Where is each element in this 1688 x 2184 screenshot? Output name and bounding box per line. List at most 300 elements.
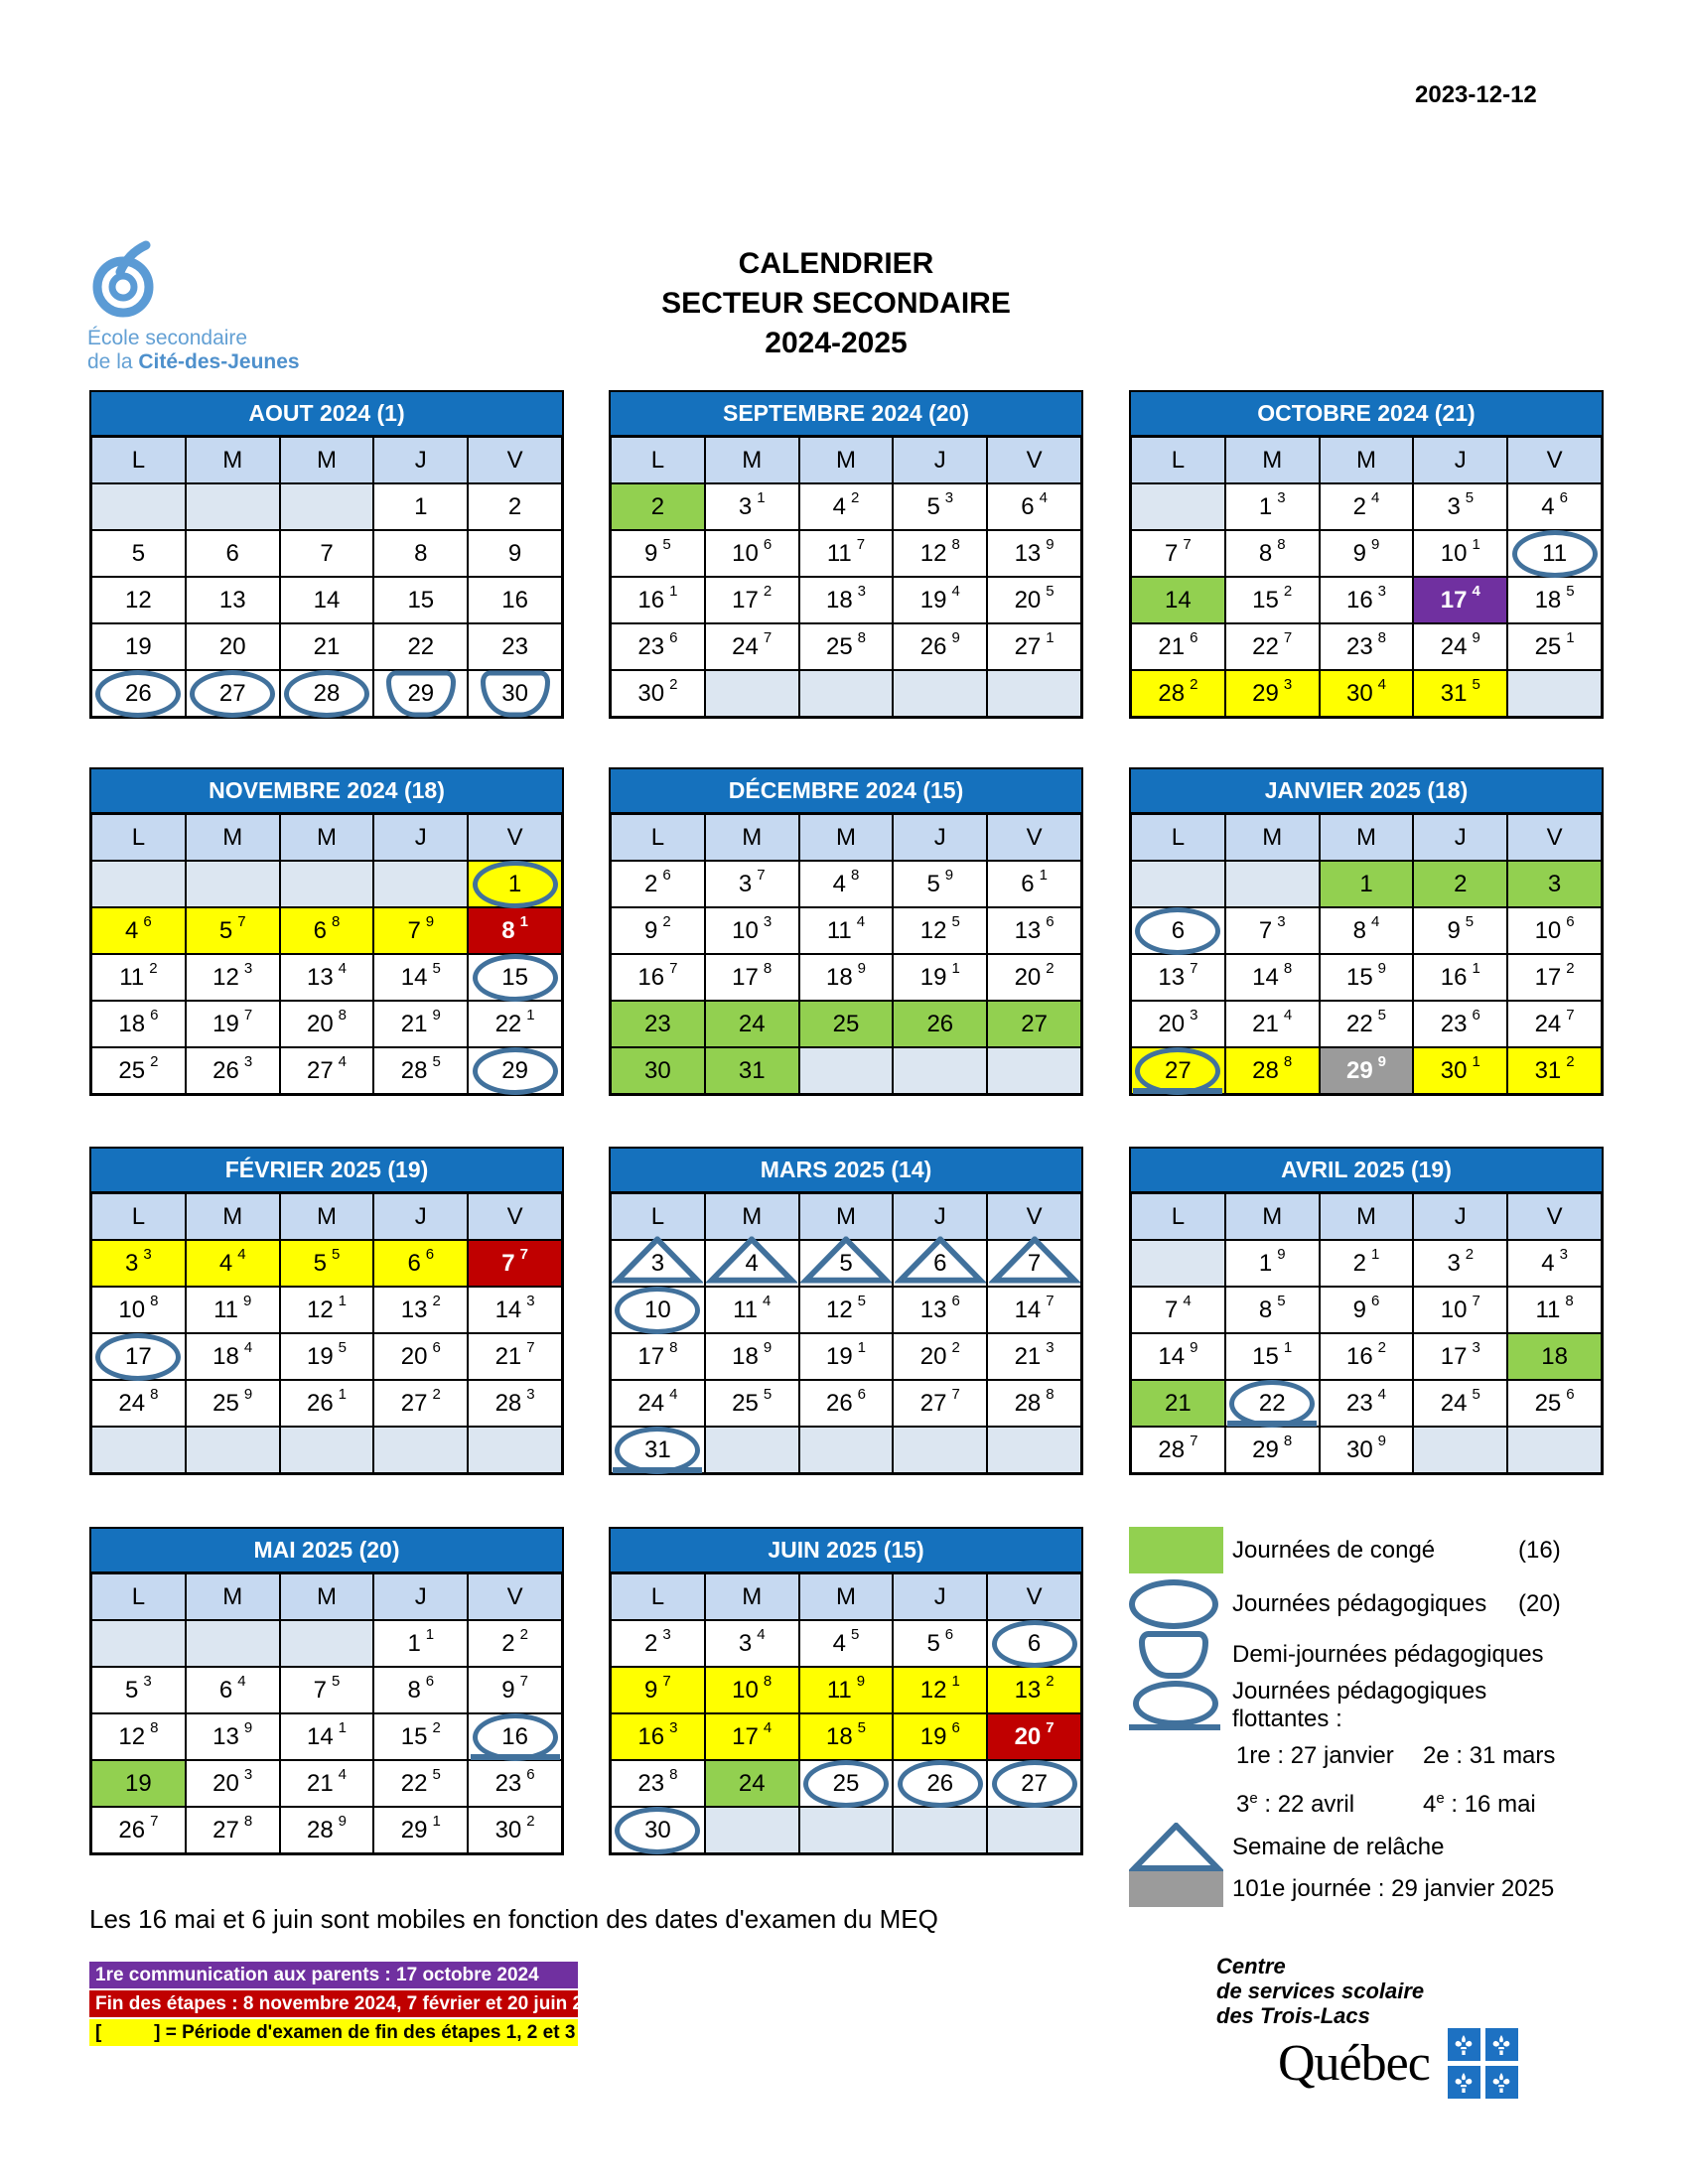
day-cell (1507, 623, 1602, 670)
day-cell (1225, 1047, 1320, 1094)
day-number: 30 (501, 679, 528, 707)
cycle-day-number: 3 (1377, 583, 1387, 600)
day-number: 28 (1158, 679, 1186, 707)
cycle-day-number: 2 (763, 583, 773, 600)
day-number: 8 (1258, 1296, 1273, 1323)
day-number: 9 (644, 539, 658, 567)
cycle-day-number: 2 (951, 1339, 960, 1356)
day-number: 21 (1165, 1389, 1192, 1417)
day-cell (987, 907, 1081, 954)
day-cell (373, 1380, 468, 1427)
cycle-day-number: 2 (1283, 583, 1293, 600)
day-number: 21 (313, 632, 341, 660)
day-cell (468, 670, 562, 717)
cycle-day-number: 1 (669, 583, 678, 600)
day-cell (186, 1287, 280, 1333)
day-number: 19 (125, 1769, 152, 1797)
day-cell (799, 1333, 894, 1380)
cycle-day-number: 8 (669, 1339, 678, 1356)
day-number: 17 (1440, 1342, 1468, 1370)
legend-row (1129, 1870, 1586, 1908)
cycle-day-number: 5 (857, 1293, 867, 1309)
day-cell (987, 1287, 1081, 1333)
day-number: 17 (732, 586, 759, 614)
day-number: 3 (738, 492, 753, 520)
cycle-day-number: 1 (338, 1386, 348, 1403)
day-number: 3 (738, 870, 753, 897)
empty-cell (1507, 670, 1602, 717)
legend-label: 101e journée : 29 janvier 2025 (1232, 1875, 1555, 1902)
cycle-day-number: 8 (1283, 1053, 1293, 1070)
day-cell (1131, 1001, 1225, 1047)
day-off-swatch (1129, 1527, 1223, 1573)
cycle-day-number: 2 (150, 1053, 159, 1070)
day-cell (1131, 1047, 1225, 1094)
cycle-day-number: 7 (662, 1673, 671, 1690)
day-cell (611, 1001, 705, 1047)
weekday-header: J (373, 1193, 468, 1240)
day-number: 7 (1258, 916, 1273, 944)
weekday-header: V (468, 437, 562, 483)
month-grid (89, 814, 564, 1096)
day-number: 12 (212, 963, 239, 991)
day-cell (705, 1760, 799, 1807)
cycle-day-number: 4 (1283, 1007, 1293, 1024)
day-number: 8 (407, 1676, 421, 1704)
fleur-de-lis-square (1485, 2066, 1518, 2099)
title-line2: SECTEUR SECONDAIRE (661, 287, 1011, 320)
day-number: 24 (1440, 1389, 1468, 1417)
weekday-header: J (1413, 814, 1507, 861)
day-cell (611, 670, 705, 717)
empty-cell (893, 1427, 987, 1473)
day-cell (91, 670, 186, 717)
school-name-line2: de la Cité-des-Jeunes (87, 350, 300, 373)
day-number: 16 (1440, 963, 1468, 991)
weekday-header: M (280, 437, 374, 483)
legend-row (1129, 1740, 1586, 1772)
month-grid (609, 1573, 1083, 1855)
day-number: 29 (407, 679, 435, 707)
day-number: 12 (919, 1676, 947, 1704)
day-cell (1320, 1333, 1414, 1380)
day-cell (987, 1333, 1081, 1380)
day-cell (1413, 1240, 1507, 1287)
day-cell (1320, 1001, 1414, 1047)
day-cell (1320, 483, 1414, 530)
day-cell (611, 1240, 705, 1287)
weekday-header: V (468, 1193, 562, 1240)
cycle-day-number: 6 (1371, 1293, 1380, 1309)
legend-icon-slot (1129, 1823, 1232, 1872)
day-number: 21 (1252, 1010, 1279, 1037)
day-cell (373, 1287, 468, 1333)
cycle-day-number: 1 (1472, 536, 1480, 553)
cycle-day-number: 4 (1377, 676, 1387, 693)
footer-note: Les 16 mai et 6 juin sont mobiles en fonction des dates d'examen du MEQ (89, 1904, 938, 1934)
day-number: 6 (218, 1676, 233, 1704)
cycle-day-number: 4 (1472, 583, 1480, 600)
day-cell (1320, 954, 1414, 1001)
day-number: 13 (306, 963, 334, 991)
cycle-day-number: 8 (1283, 960, 1293, 977)
day-number: 27 (306, 1056, 334, 1084)
day-cell (611, 1047, 705, 1094)
day-number: 23 (501, 632, 528, 660)
cycle-day-number: 9 (1377, 1433, 1387, 1449)
day-cell (705, 1667, 799, 1713)
empty-cell (186, 483, 280, 530)
day-number: 8 (414, 539, 428, 567)
weekday-header: M (1320, 814, 1414, 861)
day-cell (893, 907, 987, 954)
floating-day-line (1129, 1724, 1220, 1730)
weekday-header: L (611, 1573, 705, 1620)
cycle-day-number: 9 (242, 1293, 252, 1309)
weekday-header: J (373, 814, 468, 861)
day-cell (893, 1760, 987, 1807)
day-cell (799, 861, 894, 907)
day-cell (893, 1240, 987, 1287)
weekday-header: M (1225, 437, 1320, 483)
document-date: 2023-12-12 (1415, 81, 1537, 108)
day-number: 12 (919, 539, 947, 567)
day-cell (280, 907, 374, 954)
day-cell (468, 623, 562, 670)
cycle-day-number: 7 (237, 913, 246, 930)
cycle-day-number: 7 (243, 1007, 253, 1024)
empty-cell (987, 670, 1081, 717)
day-number: 30 (1440, 1056, 1468, 1084)
cycle-day-number: 4 (1039, 489, 1048, 506)
day-cell (91, 1001, 186, 1047)
day-number: 17 (1534, 963, 1562, 991)
day-number: 29 (501, 1056, 528, 1084)
day-cell (611, 483, 705, 530)
day-number: 14 (306, 1722, 334, 1750)
cycle-day-number: 4 (1371, 489, 1380, 506)
weekday-header: M (705, 1193, 799, 1240)
month-header: FÉVRIER 2025 (19) (89, 1147, 564, 1193)
cycle-day-number: 6 (1566, 1386, 1575, 1403)
footer-info-bar: 1re communication aux parents : 17 octobre 2024 (89, 1962, 578, 1988)
day-number: 30 (644, 1056, 671, 1084)
weekday-header: M (186, 437, 280, 483)
floating-day-icon (1129, 1681, 1218, 1730)
day-number: 3 (1547, 870, 1562, 897)
day-cell (799, 1287, 894, 1333)
day-cell (799, 483, 894, 530)
day-number: 23 (1345, 632, 1373, 660)
day-number: 22 (407, 632, 435, 660)
day-cell (893, 1620, 987, 1667)
empty-cell (91, 483, 186, 530)
day-cell (468, 954, 562, 1001)
cycle-day-number: 9 (1190, 1339, 1198, 1356)
day-number: 10 (1534, 916, 1562, 944)
day-number: 21 (1158, 632, 1186, 660)
day-cell (280, 670, 374, 717)
day-cell (799, 1620, 894, 1667)
fleur-de-lis-square (1485, 2028, 1518, 2061)
month-grid (89, 1573, 564, 1855)
day-cell (987, 1713, 1081, 1760)
day-number: 24 (738, 1769, 766, 1797)
cycle-day-number: 8 (1046, 1386, 1055, 1403)
legend-row (1129, 1580, 1586, 1628)
day-number: 7 (1165, 1296, 1179, 1323)
cycle-day-number: 3 (143, 1673, 152, 1690)
empty-cell (987, 1807, 1081, 1853)
cycle-day-number: 4 (338, 1766, 348, 1783)
cycle-day-number: 7 (1472, 1293, 1480, 1309)
day-number: 18 (1534, 586, 1562, 614)
day-cell (1413, 1287, 1507, 1333)
day-cell (91, 907, 186, 954)
day-cell (91, 1047, 186, 1094)
cycle-day-number: 8 (951, 536, 960, 553)
cycle-day-number: 7 (519, 1673, 528, 1690)
weekday-header: L (91, 814, 186, 861)
day-number: 6 (1171, 916, 1186, 944)
day-number: 4 (1541, 1249, 1555, 1277)
legend-label: Semaine de relâche (1232, 1834, 1445, 1860)
day-cell (186, 530, 280, 577)
month-5 (609, 767, 1083, 1096)
day-cell (280, 1713, 374, 1760)
cycle-day-number: 5 (1046, 583, 1055, 600)
ordinal-suffix: e (1436, 1789, 1445, 1807)
cycle-day-number: 1 (757, 489, 766, 506)
cycle-day-number: 9 (856, 1673, 866, 1690)
month-10 (89, 1527, 564, 1855)
cycle-day-number: 2 (669, 676, 678, 693)
legend-row (1129, 1825, 1586, 1870)
day-number: 3 (650, 1249, 665, 1277)
day-cell (468, 1001, 562, 1047)
day-number: 27 (1165, 1056, 1192, 1084)
day-cell (468, 1620, 562, 1667)
cycle-day-number: 6 (763, 536, 773, 553)
empty-cell (186, 861, 280, 907)
cycle-day-number: 4 (1377, 1386, 1387, 1403)
cycle-day-number: 4 (763, 1719, 773, 1736)
day-cell (91, 1240, 186, 1287)
cycle-day-number: 5 (332, 1673, 341, 1690)
day-cell (1131, 577, 1225, 623)
legend-row (1129, 1680, 1586, 1731)
day-number: 15 (1252, 1342, 1279, 1370)
floating-day-underline (613, 1467, 702, 1473)
day-number: 13 (1014, 1676, 1042, 1704)
weekday-header: L (91, 437, 186, 483)
day-number: 23 (1440, 1010, 1468, 1037)
cycle-day-number: 5 (1465, 913, 1475, 930)
day-number: 28 (313, 679, 341, 707)
cycle-day-number: 7 (1046, 1293, 1055, 1309)
cycle-day-number: 7 (757, 867, 766, 884)
day-cell (91, 1667, 186, 1713)
day-cell (799, 1001, 894, 1047)
day-number: 17 (732, 963, 759, 991)
cycle-day-number: 2 (432, 1719, 441, 1736)
day-number: 2 (650, 492, 665, 520)
cycle-day-number: 8 (763, 1673, 773, 1690)
day-cell (893, 1667, 987, 1713)
weekday-header: L (611, 1193, 705, 1240)
day-cell (1507, 1287, 1602, 1333)
weekday-header: L (91, 1193, 186, 1240)
day-cell (373, 1667, 468, 1713)
month-grid (89, 1193, 564, 1475)
day-cell (799, 577, 894, 623)
cycle-day-number: 6 (1472, 1007, 1480, 1024)
day-cell (705, 483, 799, 530)
cycle-day-number: 9 (1472, 629, 1480, 646)
day-cell (280, 954, 374, 1001)
month-grid (609, 437, 1083, 719)
day-cell (468, 1333, 562, 1380)
day-cell (611, 861, 705, 907)
day-101-swatch (1129, 1871, 1223, 1907)
cycle-day-number: 7 (951, 1386, 960, 1403)
legend-row (1129, 1527, 1586, 1573)
legend-count: (20) (1518, 1590, 1561, 1617)
cycle-day-number: 4 (243, 1339, 253, 1356)
day-number: 26 (306, 1389, 334, 1417)
cycle-day-number: 1 (1283, 1339, 1293, 1356)
day-number: 20 (1158, 1010, 1186, 1037)
empty-cell (705, 1807, 799, 1853)
day-number: 28 (1252, 1056, 1279, 1084)
fleur-de-lis-icon (1491, 2072, 1511, 2094)
day-number: 29 (400, 1816, 428, 1843)
cycle-day-number: 3 (1283, 676, 1293, 693)
day-number: 1 (407, 1629, 421, 1657)
day-cell (799, 1380, 894, 1427)
weekday-header: M (705, 814, 799, 861)
cycle-day-number: 3 (243, 1766, 253, 1783)
day-number: 31 (738, 1056, 766, 1084)
day-cell (987, 1240, 1081, 1287)
cycle-day-number: 5 (1277, 1293, 1286, 1309)
day-number: 1 (507, 870, 522, 897)
day-cell (799, 1713, 894, 1760)
cycle-day-number: 9 (763, 1339, 773, 1356)
school-droplet-icon (87, 238, 161, 318)
day-cell (1413, 577, 1507, 623)
cycle-day-number: 8 (150, 1719, 159, 1736)
day-number: 4 (832, 1629, 846, 1657)
cycle-day-number: 5 (662, 536, 671, 553)
weekday-header: L (1131, 1193, 1225, 1240)
cycle-day-number: 4 (338, 1053, 348, 1070)
day-cell (373, 670, 468, 717)
day-number: 17 (732, 1722, 759, 1750)
day-cell (1320, 1427, 1414, 1473)
day-number: 22 (1258, 1389, 1286, 1417)
footer-bars (89, 1962, 615, 2048)
legend-floating-date: 4e : 16 mai (1423, 1789, 1536, 1818)
day-number: 5 (313, 1249, 327, 1277)
day-cell (91, 1287, 186, 1333)
day-number: 3 (738, 1629, 753, 1657)
day-number: 13 (919, 1296, 947, 1323)
day-number: 10 (732, 539, 759, 567)
day-number: 2 (644, 1629, 658, 1657)
cycle-day-number: 7 (1190, 1433, 1198, 1449)
day-cell (893, 1713, 987, 1760)
month-header: MAI 2025 (20) (89, 1527, 564, 1573)
cycle-day-number: 8 (338, 1007, 348, 1024)
cycle-day-number: 3 (1277, 489, 1286, 506)
day-number: 5 (926, 870, 940, 897)
day-cell (468, 1713, 562, 1760)
cycle-day-number: 2 (1046, 960, 1055, 977)
day-number: 22 (494, 1010, 522, 1037)
day-cell (611, 1427, 705, 1473)
day-number: 16 (637, 586, 665, 614)
empty-cell (1131, 483, 1225, 530)
month-grid (1129, 1193, 1604, 1475)
day-number: 20 (1014, 963, 1042, 991)
weekday-header: M (1320, 437, 1414, 483)
day-cell (799, 954, 894, 1001)
ordinal-suffix: e (1249, 1789, 1258, 1807)
day-cell (799, 530, 894, 577)
day-number: 22 (400, 1769, 428, 1797)
day-cell (611, 577, 705, 623)
cycle-day-number: 5 (1377, 1007, 1387, 1024)
day-number: 23 (637, 632, 665, 660)
cycle-day-number: 7 (150, 1813, 159, 1830)
empty-cell (893, 1047, 987, 1094)
day-cell (91, 623, 186, 670)
day-number: 27 (218, 679, 246, 707)
day-number: 18 (1541, 1342, 1568, 1370)
day-number: 9 (1352, 539, 1366, 567)
day-cell (280, 1380, 374, 1427)
day-cell (280, 1287, 374, 1333)
weekday-header: M (1320, 1193, 1414, 1240)
day-cell (1507, 1333, 1602, 1380)
day-number: 13 (1158, 963, 1186, 991)
day-number: 21 (494, 1342, 522, 1370)
weekday-header: L (1131, 437, 1225, 483)
weekday-header: M (280, 1573, 374, 1620)
month-header: JUIN 2025 (15) (609, 1527, 1083, 1573)
month-8 (609, 1147, 1083, 1475)
month-grid (1129, 437, 1604, 719)
day-number: 6 (1021, 870, 1035, 897)
cycle-day-number: 4 (762, 1293, 772, 1309)
day-cell (373, 1240, 468, 1287)
cycle-day-number: 9 (1277, 1246, 1286, 1263)
page-title (588, 244, 1084, 363)
cycle-day-number: 8 (669, 1766, 678, 1783)
day-number: 19 (919, 963, 947, 991)
pedagogical-day-circle-icon (1129, 1579, 1218, 1629)
day-cell (468, 530, 562, 577)
day-cell (1413, 670, 1507, 717)
day-number: 24 (738, 1010, 766, 1037)
legend-icon-slot (1129, 1871, 1232, 1907)
break-triangle-icon (1129, 1823, 1223, 1872)
cycle-day-number: 7 (669, 960, 678, 977)
day-number: 4 (832, 870, 846, 897)
weekday-header: V (987, 437, 1081, 483)
day-number: 22 (1252, 632, 1279, 660)
